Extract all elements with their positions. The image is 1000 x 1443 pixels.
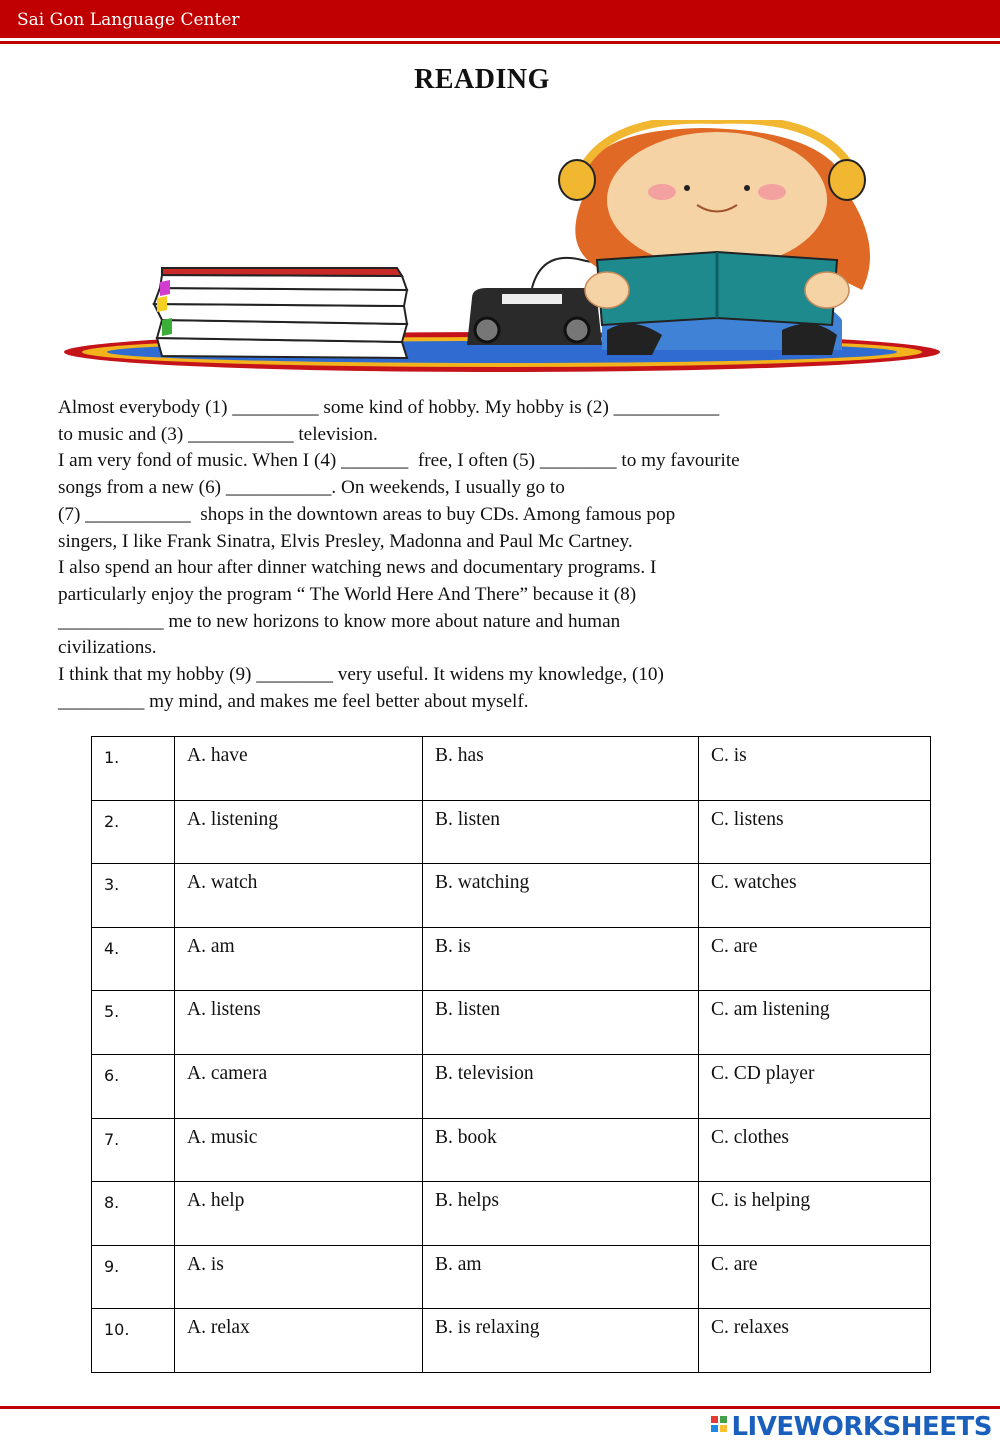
liveworksheets-logo [711,1412,992,1442]
question-number: 8. [92,1182,175,1246]
option-a[interactable]: A. am [175,927,423,991]
option-b[interactable]: B. television [423,1054,699,1118]
passage-line: (7) ___________ shops in the downtown areas to buy CDs. Among famous pop [58,503,676,525]
option-c[interactable]: C. listens [699,800,931,864]
center-name: Sai Gon Language Center [17,10,240,30]
reading-passage [58,395,978,715]
option-c[interactable]: C. is helping [699,1182,931,1246]
question-number: 7. [92,1118,175,1182]
option-b[interactable]: B. listen [423,991,699,1055]
passage-line: I am very fond of music. When I (4) _______ free, I often (5) ________ to my favourite [58,450,740,472]
option-c[interactable]: C. is [699,737,931,801]
watermark-text: LIVEWORKSHEETS [731,1412,992,1442]
option-b[interactable]: B. listen [423,800,699,864]
option-c[interactable]: C. CD player [699,1054,931,1118]
option-a[interactable]: A. listening [175,800,423,864]
option-a[interactable]: A. relax [175,1309,423,1373]
option-c[interactable]: C. are [699,1245,931,1309]
option-a[interactable]: A. have [175,737,423,801]
option-b[interactable]: B. is [423,927,699,991]
question-number: 10. [92,1309,175,1373]
answer-options-table [91,736,931,1373]
option-b[interactable]: B. book [423,1118,699,1182]
table-row [92,927,931,991]
table-row [92,1118,931,1182]
option-a[interactable]: A. camera [175,1054,423,1118]
option-c[interactable]: C. relaxes [699,1309,931,1373]
option-b[interactable]: B. watching [423,864,699,928]
passage-line: I also spend an hour after dinner watching news and documentary programs. I [58,557,657,579]
question-number: 3. [92,864,175,928]
table-row [92,864,931,928]
option-c[interactable]: C. are [699,927,931,991]
option-b[interactable]: B. is relaxing [423,1309,699,1373]
passage-line: singers, I like Frank Sinatra, Elvis Presley, Madonna and Paul Mc Cartney. [58,530,633,552]
passage-line: to music and (3) ___________ television. [58,423,378,445]
question-number: 6. [92,1054,175,1118]
liveworksheets-logo-icon [711,1414,729,1438]
passage-line: I think that my hobby (9) ________ very useful. It widens my knowledge, (10) [58,664,664,686]
option-a[interactable]: A. watch [175,864,423,928]
table-row [92,800,931,864]
footer-divider [0,1406,1000,1409]
option-c[interactable]: C. am listening [699,991,931,1055]
option-a[interactable]: A. listens [175,991,423,1055]
question-number: 2. [92,800,175,864]
table-row [92,1182,931,1246]
book-stack-icon [154,268,407,358]
table-row [92,1309,931,1373]
passage-line: ___________ me to new horizons to know more about nature and human [58,610,621,632]
option-a[interactable]: A. is [175,1245,423,1309]
option-b[interactable]: B. has [423,737,699,801]
table-row [92,991,931,1055]
passage-line: songs from a new (6) ___________. On weekends, I usually go to [58,477,565,499]
table-row [92,1054,931,1118]
option-a[interactable]: A. music [175,1118,423,1182]
question-number: 1. [92,737,175,801]
question-number: 5. [92,991,175,1055]
reading-girl-illustration [62,120,942,382]
passage-line: Almost everybody (1) _________ some kind of hobby. My hobby is (2) ___________ [58,397,720,418]
question-number: 4. [92,927,175,991]
passage-line: _________ my mind, and makes me feel better about myself. [58,690,529,712]
option-a[interactable]: A. help [175,1182,423,1246]
option-c[interactable]: C. clothes [699,1118,931,1182]
option-b[interactable]: B. am [423,1245,699,1309]
question-number: 9. [92,1245,175,1309]
option-c[interactable]: C. watches [699,864,931,928]
passage-line: civilizations. [58,637,157,659]
girl-icon [559,120,870,355]
passage-line: particularly enjoy the program “ The World Here And There” because it (8) [58,583,637,605]
header-divider [0,41,1000,44]
page-title: READING [414,64,550,95]
table-row [92,737,931,801]
table-row [92,1245,931,1309]
option-b[interactable]: B. helps [423,1182,699,1246]
